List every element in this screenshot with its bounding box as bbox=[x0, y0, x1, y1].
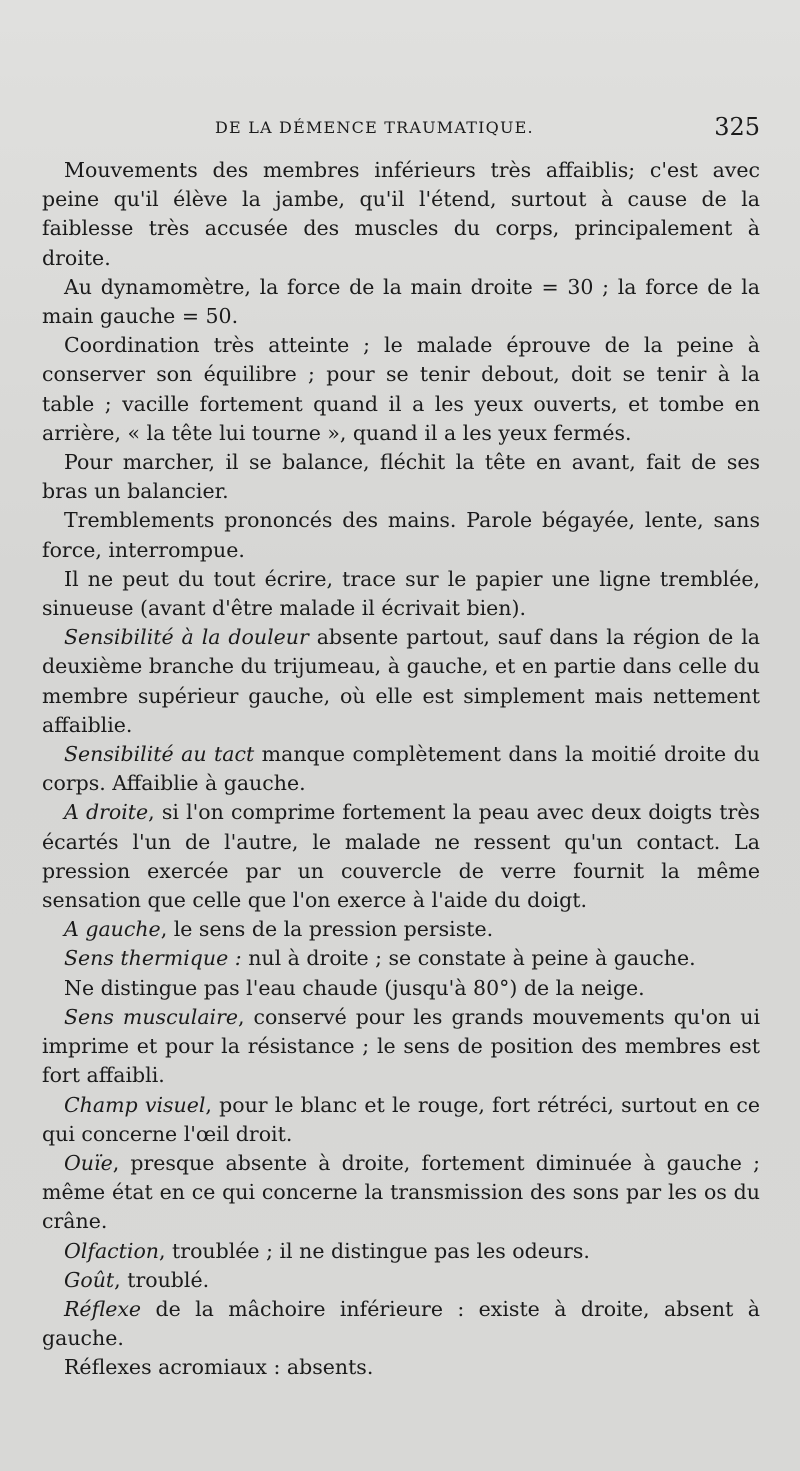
paragraph-lead: A droite bbox=[64, 800, 149, 825]
paragraph-text: , conservé pour les grands mouvements qu'on ui imprime et pour la résistance ; le sens de position des membres est fort affaibli. bbox=[42, 1004, 760, 1088]
paragraph bbox=[42, 273, 760, 331]
paragraph-text: Tremblements prononcés des mains. Parole bégayée, lente, sans force, interrompue. bbox=[42, 508, 760, 562]
paragraph-lead: Réflexe bbox=[64, 1296, 142, 1321]
paragraph bbox=[42, 1237, 760, 1266]
paragraph-text: , troublé. bbox=[114, 1267, 210, 1292]
paragraph-text: manque complètement dans la moitié droite du corps. Affaiblie à gauche. bbox=[42, 742, 760, 796]
page-number: 325 bbox=[714, 113, 760, 141]
running-title: DE LA DÉMENCE TRAUMATIQUE. bbox=[215, 118, 534, 137]
paragraph-text: nul à droite ; se constate à peine à gauche. bbox=[241, 946, 696, 971]
paragraph bbox=[42, 1353, 760, 1382]
paragraph bbox=[42, 974, 760, 1003]
paragraph-text: Réflexes acromiaux : absents. bbox=[64, 1355, 374, 1380]
paragraph-lead: A gauche bbox=[64, 917, 161, 942]
paragraph-text: Coordination très atteinte ; le malade éprouve de la peine à conserver son équilibre ; pour se tenir debout, doit se tenir à la table ; vacille fortement quand il a les yeux ouverts, et tombe en arrière, « la tête lui tourne », quand il a les yeux fermés. bbox=[42, 333, 760, 445]
paragraph bbox=[42, 1003, 760, 1091]
paragraph-text: , pour le blanc et le rouge, fort rétréci, surtout en ce qui concerne l'œil droit. bbox=[42, 1092, 760, 1146]
paragraph-text: absente partout, sauf dans la région de la deuxième branche du trijumeau, à gauche, et en partie dans celle du membre supérieur gauche, où elle est simplement mais nettement affaiblie. bbox=[42, 625, 760, 737]
paragraph-lead: Sens musculaire bbox=[64, 1004, 239, 1029]
paragraph-lead: Sens thermique : bbox=[64, 946, 242, 971]
paragraph-text: Au dynamomètre, la force de la main droite = 30 ; la force de la main gauche = 50. bbox=[42, 274, 760, 329]
body-text bbox=[42, 156, 760, 1383]
paragraph bbox=[42, 623, 760, 740]
paragraph-text: Mouvements des membres inférieurs très affaiblis; c'est avec peine qu'il élève la jambe, qu'il l'étend, surtout à cause de la faiblesse très accusée des muscles du corps, principalement à droite. bbox=[42, 158, 760, 270]
paragraph bbox=[42, 1149, 760, 1237]
paragraph-lead: Champ visuel bbox=[64, 1092, 206, 1117]
paragraph bbox=[42, 506, 760, 564]
paragraph-text: de la mâchoire inférieure : existe à droite, absent à gauche. bbox=[42, 1296, 760, 1351]
paragraph bbox=[42, 565, 760, 623]
paragraph bbox=[42, 448, 760, 506]
paragraph bbox=[42, 915, 760, 944]
paragraph-lead: Olfaction bbox=[64, 1238, 159, 1263]
paragraph bbox=[42, 331, 760, 448]
paragraph bbox=[42, 1295, 760, 1353]
paragraph-text: Il ne peut du tout écrire, trace sur le papier une ligne tremblée, sinueuse (avant d'être malade il écrivait bien). bbox=[42, 566, 760, 621]
paragraph-lead: Ouïe bbox=[64, 1150, 113, 1175]
paragraph-text: , si l'on comprime fortement la peau avec deux doigts très écartés l'un de l'autre, le malade ne ressent qu'un contact. La pression exercée par un couvercle de verre fournit la même sensation que celle que l'on exerce à l'aide du doigt. bbox=[42, 800, 760, 913]
paragraph-text: Pour marcher, il se balance, fléchit la tête en avant, fait de ses bras un balancier. bbox=[42, 450, 760, 504]
page-header bbox=[0, 113, 800, 148]
paragraph-text: , le sens de la pression persiste. bbox=[160, 917, 494, 942]
paragraph bbox=[42, 740, 760, 798]
paragraph-lead: Sensibilité au tact bbox=[64, 742, 255, 767]
paragraph bbox=[42, 944, 760, 973]
paragraph bbox=[42, 1266, 760, 1295]
paragraph bbox=[42, 156, 760, 273]
paragraph-lead: Sensibilité à la douleur bbox=[64, 625, 309, 650]
paragraph bbox=[42, 1091, 760, 1149]
paragraph bbox=[42, 798, 760, 915]
paragraph-text: , presque absente à droite, fortement diminuée à gauche ; même état en ce qui concerne la transmission des sons par les os du crâne. bbox=[42, 1150, 760, 1234]
paragraph-text: Ne distingue pas l'eau chaude (jusqu'à 80°) de la neige. bbox=[64, 975, 645, 1000]
paragraph-text: , troublée ; il ne distingue pas les odeurs. bbox=[159, 1238, 590, 1263]
paragraph-lead: Goût bbox=[64, 1267, 115, 1292]
